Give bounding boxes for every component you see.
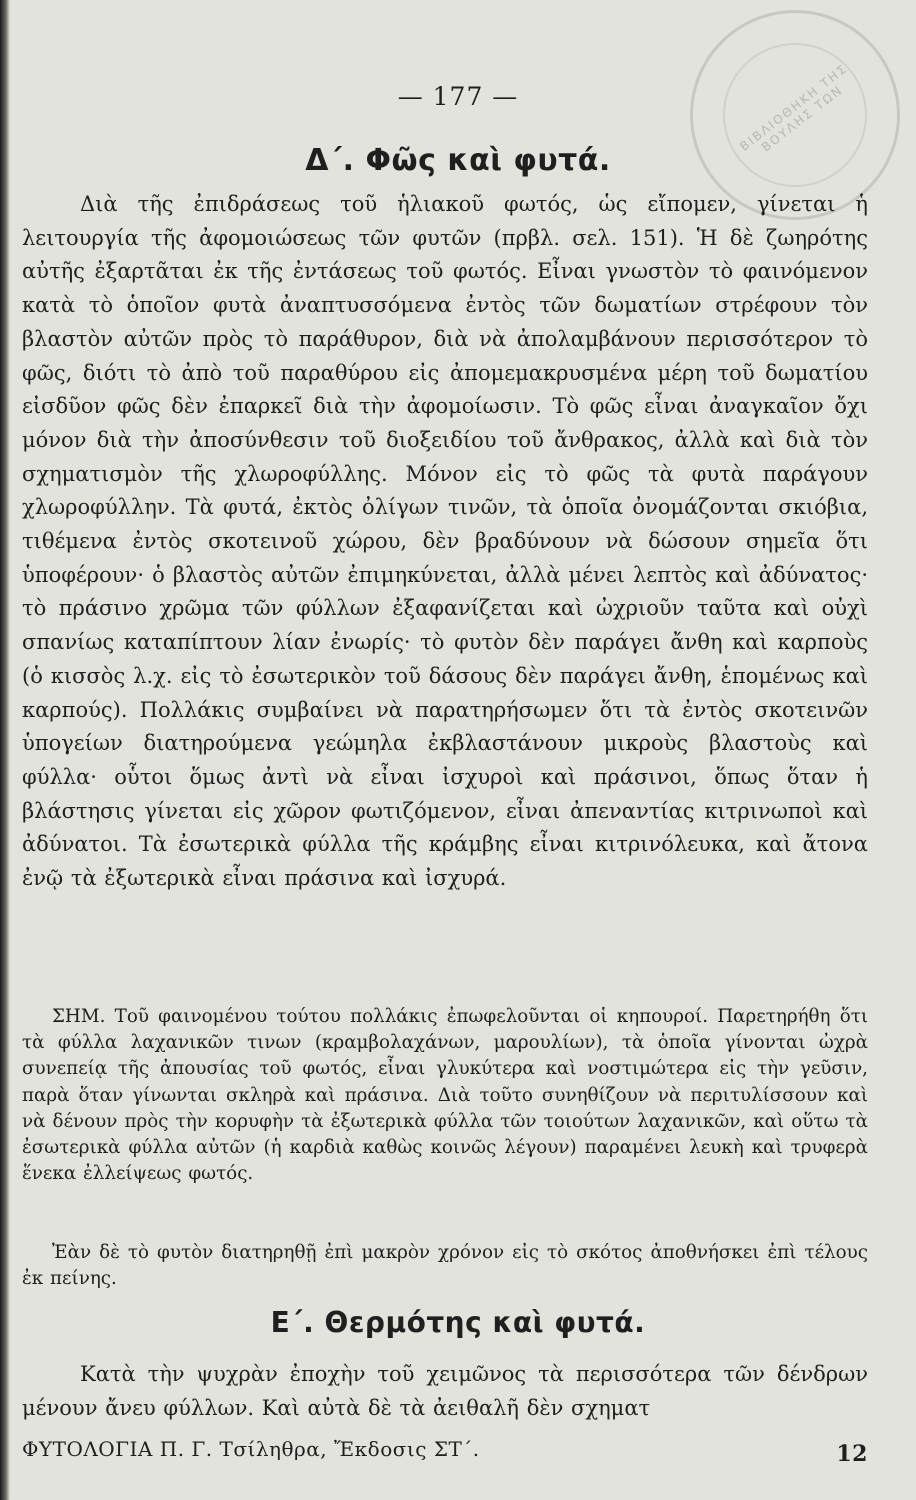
section-heading-light-and-plants: Δ΄. Φῶς καὶ φυτά.: [305, 143, 611, 178]
page-edge-shadow: [0, 0, 10, 1500]
footer-book-signature: ΦΥΤΟΛΟΓΙΑ Π. Γ. Τσίληθρα, Ἔκδοσις ΣΤ΄.: [22, 1437, 480, 1461]
footer-sheet-number: 12: [836, 1441, 868, 1467]
page-number: — 177 —: [397, 82, 519, 111]
library-stamp-text: ΒΙΒΛΙΟΘΗΚΗ ΤΗΣ ΒΟΥΛΗΣ ΤΩΝ: [737, 61, 851, 155]
section-heading-heat-and-plants: Ε΄. Θερμότης καὶ φυτά.: [270, 1306, 646, 1339]
note-gardeners: ΣΗΜ. Τοῦ φαινομένου τούτου πολλάκις ἐπωφελοῦνται οἱ κηπουροί. Παρετηρήθη ὅτι τὰ φύλλα λαχανικῶν τινων (κραμβολαχάνων, μαρουλίων), τὰ ὁποῖα γίνονται ὠχρὰ συνεπείᾳ τῆς ἀπουσίας τοῦ φωτός, εἶναι γλυκύτερα καὶ νοστιμώτερα εἰς τὴν γεῦσιν, παρὰ ὅταν γίνωνται σκληρὰ καὶ πράσινα. Διὰ τοῦτο συνηθίζουν νὰ περιτυλίσσουν καὶ νὰ δένουν πρὸς τὴν κορυφὴν τὰ ἐξωτερικὰ φύλλα τῶν τοιούτων λαχανικῶν, καὶ οὕτω τὰ ἐσωτερικὰ φύλλα αὐτῶν (ἡ καρδιὰ καθὼς κοινῶς λέγουν) παραμένει λευκὴ καὶ τρυφερὰ ἕνεκα ἐλλείψεως φωτός.: [22, 1006, 868, 1185]
main-paragraph-heat-and-plants: Κατὰ τὴν ψυχρὰν ἐποχὴν τοῦ χειμῶνος τὰ περισσότερα τῶν δένδρων μένουν ἄνευ φύλλων. Καὶ αὐτὰ δὲ τὰ ἀειθαλῆ δὲν σχηματ: [22, 1362, 868, 1420]
main-paragraph-light-and-plants: Διὰ τῆς ἐπιδράσεως τοῦ ἡλιακοῦ φωτός, ὡς εἴπομεν, γίνεται ἡ λειτουργία τῆς ἀφομοιώσεως τῶν φυτῶν (πρβλ. σελ. 151). Ἡ δὲ ζωηρότης αὐτῆς ἐξαρτᾶται ἐκ τῆς ἐντάσεως τοῦ φωτός. Εἶναι γνωστὸν τὸ φαινόμενον κατὰ τὸ ὁποῖον φυτὰ ἀναπτυσσόμενα ἐντὸς τῶν δωματίων στρέφουν τὸν βλαστὸν αὐτῶν πρὸς τὸ παράθυρον, διὰ νὰ ἀπολαμβάνουν περισσότερον τὸ φῶς, διότι τὸ ἀπὸ τοῦ παραθύρου εἰς ἀπομεμακρυσμένα μέρη τοῦ δωματίου εἰσδῦον φῶς δὲν ἐπαρκεῖ διὰ τὴν ἀφομοίωσιν. Τὸ φῶς εἶναι ἀναγκαῖον ὄχι μόνον διὰ τὴν ἀποσύνθεσιν τοῦ διοξειδίου τοῦ ἄνθρακος, ἀλλὰ καὶ διὰ τὸν σχηματισμὸν τῆς χλωροφύλλης. Μόνον εἰς τὸ φῶς τὰ φυτὰ παράγουν χλωροφύλλην. Τὰ φυτά, ἐκτὸς ὀλίγων τινῶν, τὰ ὁποῖα ὀνομάζονται σκιόβια, τιθέμενα ἐντὸς σκοτεινοῦ χώρου, δὲν βραδύνουν νὰ δώσουν σημεῖα ὅτι ὑποφέρουν· ὁ βλαστὸς αὐτῶν ἐπιμηκύνεται, ἀλλὰ μένει λεπτὸς καὶ ἀδύνατος· τὸ πράσινο χρῶμα τῶν φύλλων ἐξαφανίζεται καὶ ὠχριοῦν ταῦτα καὶ οὐχὶ σπανίως καταπίπτουν λίαν ἐνωρίς· τὸ φυτὸν δὲν παράγει ἄνθη καὶ καρποὺς (ὁ κισσὸς λ.χ. εἰς τὸ ἐσωτερικὸν τοῦ δάσους δὲν παράγει ἄνθη, ἑπομένως καὶ καρπούς). Πολλάκις συμβαίνει νὰ παρατηρήσωμεν ὅτι τὰ ἐντὸς σκοτεινῶν ὑπογείων διατηρούμενα γεώμηλα ἐκβλαστάνουν μικροὺς βλαστοὺς καὶ φύλλα· οὗτοι ὅμως ἀντὶ νὰ εἶναι ἰσχυροὶ καὶ πράσινοι, ὅπως ὅταν ἡ βλάστησις γίνεται εἰς χῶρον φωτιζόμενον, εἶναι ἀπεναντίας κιτρινωποὶ καὶ ἀδύνατοι. Τὰ ἐσωτερικὰ φύλλα τῆς κράμβης εἶναι κιτρινόλευκα, καὶ ἄτονα ἐνῷ τὰ ἐξωτερικὰ εἶναι πράσινα καὶ ἰσχυρά.: [22, 192, 868, 891]
note-plant-death: Ἐὰν δὲ τὸ φυτὸν διατηρηθῇ ἐπὶ μακρὸν χρόνον εἰς τὸ σκότος ἀποθνήσκει ἐπὶ τέλους ἐκ πείνης.: [22, 1242, 868, 1290]
